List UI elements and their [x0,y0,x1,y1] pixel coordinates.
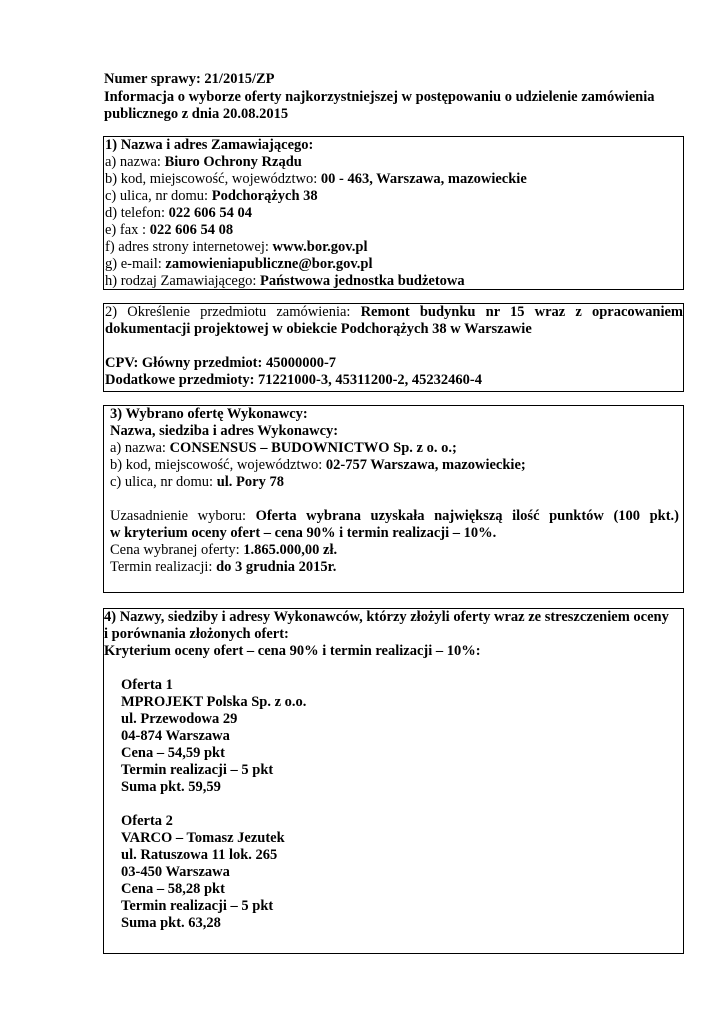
offer-company: MPROJEKT Polska Sp. z o.o. [121,694,307,710]
offer-title: Oferta 2 [121,813,173,829]
subject-line-cont: dokumentacji projektowej w obiekcie Podchorążych 38 w Warszawie [105,321,532,337]
offer-deadline-points: Termin realizacji – 5 pkt [121,762,274,778]
authority-email-row: g) e-mail: zamowieniapubliczne@bor.gov.pl [105,256,373,272]
justification-line-cont: w kryterium oceny ofert – cena 90% i termin realizacji – 10%. [110,525,497,541]
offer-price-points: Cena – 58,28 pkt [121,881,225,897]
section3-heading: 3) Wybrano ofertę Wykonawcy: [110,406,308,422]
offer-city: 04-874 Warszawa [121,728,230,744]
authority-phone-row: d) telefon: 022 606 54 04 [105,205,252,221]
contractor-name-row: a) nazwa: CONSENSUS – BUDOWNICTWO Sp. z o. o.; [110,440,457,456]
document-title: Informacja o wyborze oferty najkorzystniejszej w postępowaniu o udzielenie zamówienia [104,88,655,105]
section3-subheading: Nazwa, siedziba i adres Wykonawcy: [110,423,339,439]
selected-price-row: Cena wybranej oferty: 1.865.000,00 zł. [110,542,338,558]
authority-name-row: a) nazwa: Biuro Ochrony Rządu [105,154,302,170]
section4-heading-cont: i porównania złożonych ofert: [104,626,289,642]
document-header [104,71,704,124]
offer-street: ul. Przewodowa 29 [121,711,238,727]
offer-total: Suma pkt. 59,59 [121,779,221,795]
authority-location-row: b) kod, miejscowość, województwo: 00 - 463, Warszawa, mazowieckie [105,171,527,187]
subject-line: 2) Określenie przedmiotu zamówienia: Remont budynku nr 15 wraz z opracowaniem [105,304,683,320]
section1-heading: 1) Nazwa i adres Zamawiającego: [105,137,314,153]
justification-line: Uzasadnienie wyboru: Oferta wybrana uzyskała największą ilość punktów (100 pkt.) [110,508,679,524]
completion-deadline-row: Termin realizacji: do 3 grudnia 2015r. [110,559,337,575]
cpv-main: CPV: Główny przedmiot: 45000000-7 [105,355,337,371]
offer-1 [104,677,681,796]
section4-heading: 4) Nazwy, siedziby i adresy Wykonawców, którzy złożyli oferty wraz ze streszczeniem oceny [104,609,669,625]
cpv-additional: Dodatkowe przedmioty: 71221000-3, 45311200-2, 45232460-4 [105,372,482,388]
offer-street: ul. Ratuszowa 11 lok. 265 [121,847,278,863]
authority-type-row: h) rodzaj Zamawiającego: Państwowa jednostka budżetowa [105,273,465,289]
document-title-cont: publicznego z dnia 20.08.2015 [104,106,289,123]
offer-city: 03-450 Warszawa [121,864,230,880]
case-number: Numer sprawy: 21/2015/ZP [104,71,275,87]
authority-street-row: c) ulica, nr domu: Podchorążych 38 [105,188,318,204]
authority-website-row: f) adres strony internetowej: www.bor.gov.pl [105,239,368,255]
contractor-location-row: b) kod, miejscowość, województwo: 02-757 Warszawa, mazowieckie; [110,457,526,473]
contract-subject-box [103,303,684,392]
contractor-street-row: c) ulica, nr domu: ul. Pory 78 [110,474,284,490]
evaluation-criteria: Kryterium oceny ofert – cena 90% i termin realizacji – 10%: [104,643,481,659]
authority-fax-row: e) fax : 022 606 54 08 [105,222,234,238]
offer-price-points: Cena – 54,59 pkt [121,745,225,761]
selected-offer-box [103,405,684,593]
offer-2 [104,813,681,932]
contracting-authority-box [103,136,684,290]
offer-title: Oferta 1 [121,677,173,693]
offer-total: Suma pkt. 63,28 [121,915,221,931]
offer-deadline-points: Termin realizacji – 5 pkt [121,898,274,914]
submitted-offers-box [103,608,684,954]
offer-company: VARCO – Tomasz Jezutek [121,830,285,846]
